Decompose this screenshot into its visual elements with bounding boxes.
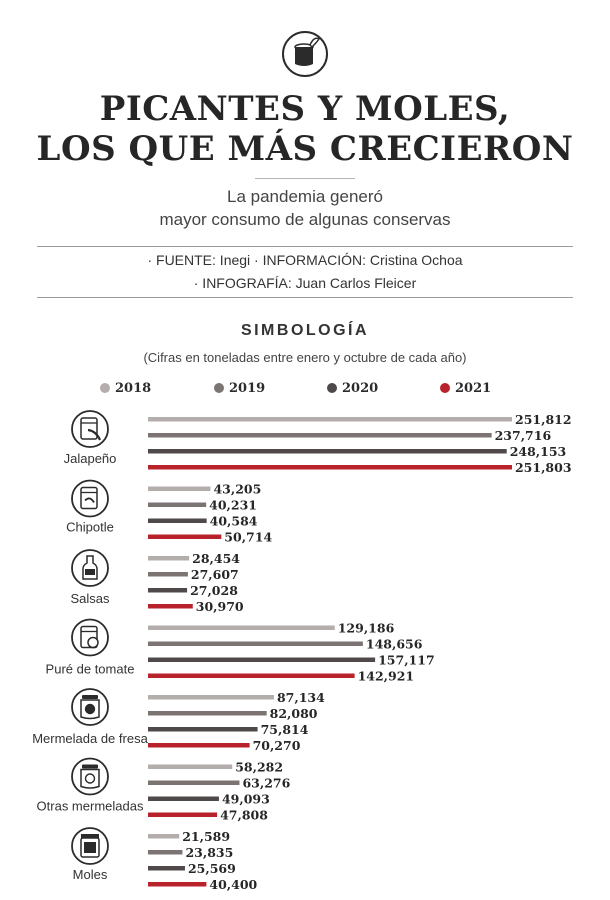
legend-label-2021: 2021 (455, 380, 492, 396)
strawberry-jam-jar-icon (72, 689, 108, 725)
credits-infographic: · INFOGRAFÍA: Juan Carlos Fleicer (193, 275, 417, 291)
value-label-2019: 40,231 (209, 497, 257, 513)
value-label-2020: 27,028 (190, 583, 238, 598)
legend-title: SIMBOLOGÍA (240, 322, 370, 339)
value-label-2021: 47,808 (220, 807, 268, 823)
bar-2018 (148, 695, 274, 700)
sauce-bottle-icon (72, 550, 108, 586)
page-title-line-1: PICANTES Y MOLES, (99, 89, 511, 129)
bar-2021 (148, 535, 221, 540)
category-group-1 (66, 481, 272, 545)
jalapeno-can-icon (72, 411, 108, 447)
legend-label-2020: 2020 (342, 380, 379, 396)
category-label: Salsas (70, 591, 110, 606)
value-label-2018: 43,205 (213, 481, 262, 497)
bar-2018 (148, 556, 189, 561)
bar-2020 (148, 658, 375, 663)
credits-source: · FUENTE: Inegi · INFORMACIÓN: Cristina Ochoa (147, 252, 463, 268)
bar-2021 (148, 674, 355, 679)
bar-2018 (148, 765, 232, 770)
bar-2021 (148, 465, 512, 470)
value-label-2019: 27,607 (190, 567, 239, 582)
category-label: Moles (72, 867, 108, 882)
category-group-2 (70, 550, 243, 614)
value-label-2021: 251,803 (514, 460, 572, 475)
value-label-2018: 251,812 (515, 412, 572, 427)
bar-2018 (148, 487, 210, 492)
bar-2019 (148, 711, 267, 716)
bar-2020 (148, 866, 185, 871)
chipotle-can-icon (72, 481, 108, 517)
bar-2019 (148, 642, 363, 647)
jam-jar-icon (72, 759, 108, 795)
category-group-6 (72, 828, 258, 892)
bar-2019 (148, 781, 239, 786)
legend-label-2019: 2019 (229, 380, 266, 396)
value-label-2021: 30,970 (195, 599, 244, 614)
value-label-2021: 142,921 (357, 668, 415, 684)
bar-2020 (148, 519, 207, 524)
bar-2021 (148, 743, 250, 748)
value-label-2020: 25,569 (187, 861, 236, 876)
category-group-5 (37, 759, 291, 823)
value-label-2019: 63,276 (242, 775, 291, 791)
value-label-2018: 28,454 (192, 551, 240, 566)
value-label-2021: 70,270 (252, 738, 301, 753)
bar-2018 (148, 626, 335, 631)
value-label-2018: 58,282 (235, 759, 284, 775)
value-label-2020: 157,117 (378, 652, 435, 668)
bar-2019 (148, 850, 182, 855)
value-label-2021: 50,714 (224, 529, 273, 545)
value-label-2019: 237,716 (494, 428, 552, 443)
value-label-2018: 87,134 (276, 690, 325, 705)
mole-jar-icon (72, 828, 108, 864)
category-group-4 (32, 689, 325, 753)
bar-2020 (148, 588, 187, 593)
category-label: Chipotle (66, 519, 114, 535)
bar-2020 (148, 797, 219, 802)
bar-2021 (148, 813, 217, 818)
bar-2020 (148, 727, 258, 732)
legend-label-2018: 2018 (115, 380, 152, 396)
subtitle-line-2: mayor consumo de algunas conservas (159, 210, 451, 229)
bar-2019 (148, 572, 188, 577)
category-group-3 (46, 620, 435, 684)
subtitle-line-1: La pandemia generó (227, 187, 383, 206)
value-label-2021: 40,400 (209, 877, 258, 892)
legend-note: (Cifras en toneladas entre enero y octubre de cada año) (143, 350, 467, 365)
category-label: Mermelada de fresa (32, 731, 148, 746)
bar-2020 (148, 449, 507, 454)
bar-2018 (148, 834, 179, 839)
bar-2018 (148, 417, 512, 422)
tomato-puree-can-icon (72, 620, 108, 656)
category-label: Otras mermeladas (36, 798, 144, 814)
category-group-0 (64, 411, 572, 475)
category-label: Jalapeño (63, 451, 117, 466)
value-label-2019: 23,835 (185, 845, 234, 860)
value-label-2019: 148,656 (365, 636, 423, 652)
value-label-2020: 75,814 (260, 722, 309, 737)
bar-2021 (148, 882, 206, 887)
bar-2019 (148, 503, 206, 508)
category-label: Puré de tomate (45, 661, 135, 677)
value-label-2020: 49,093 (221, 791, 270, 807)
value-label-2018: 129,186 (337, 620, 395, 636)
value-label-2020: 40,584 (209, 513, 258, 529)
bar-2019 (148, 433, 492, 438)
value-label-2020: 248,153 (509, 444, 567, 459)
value-label-2018: 21,589 (182, 829, 231, 844)
value-label-2019: 82,080 (269, 706, 318, 721)
page-title-line-2: LOS QUE MÁS CRECIERON (36, 129, 574, 169)
bar-2021 (148, 604, 193, 609)
